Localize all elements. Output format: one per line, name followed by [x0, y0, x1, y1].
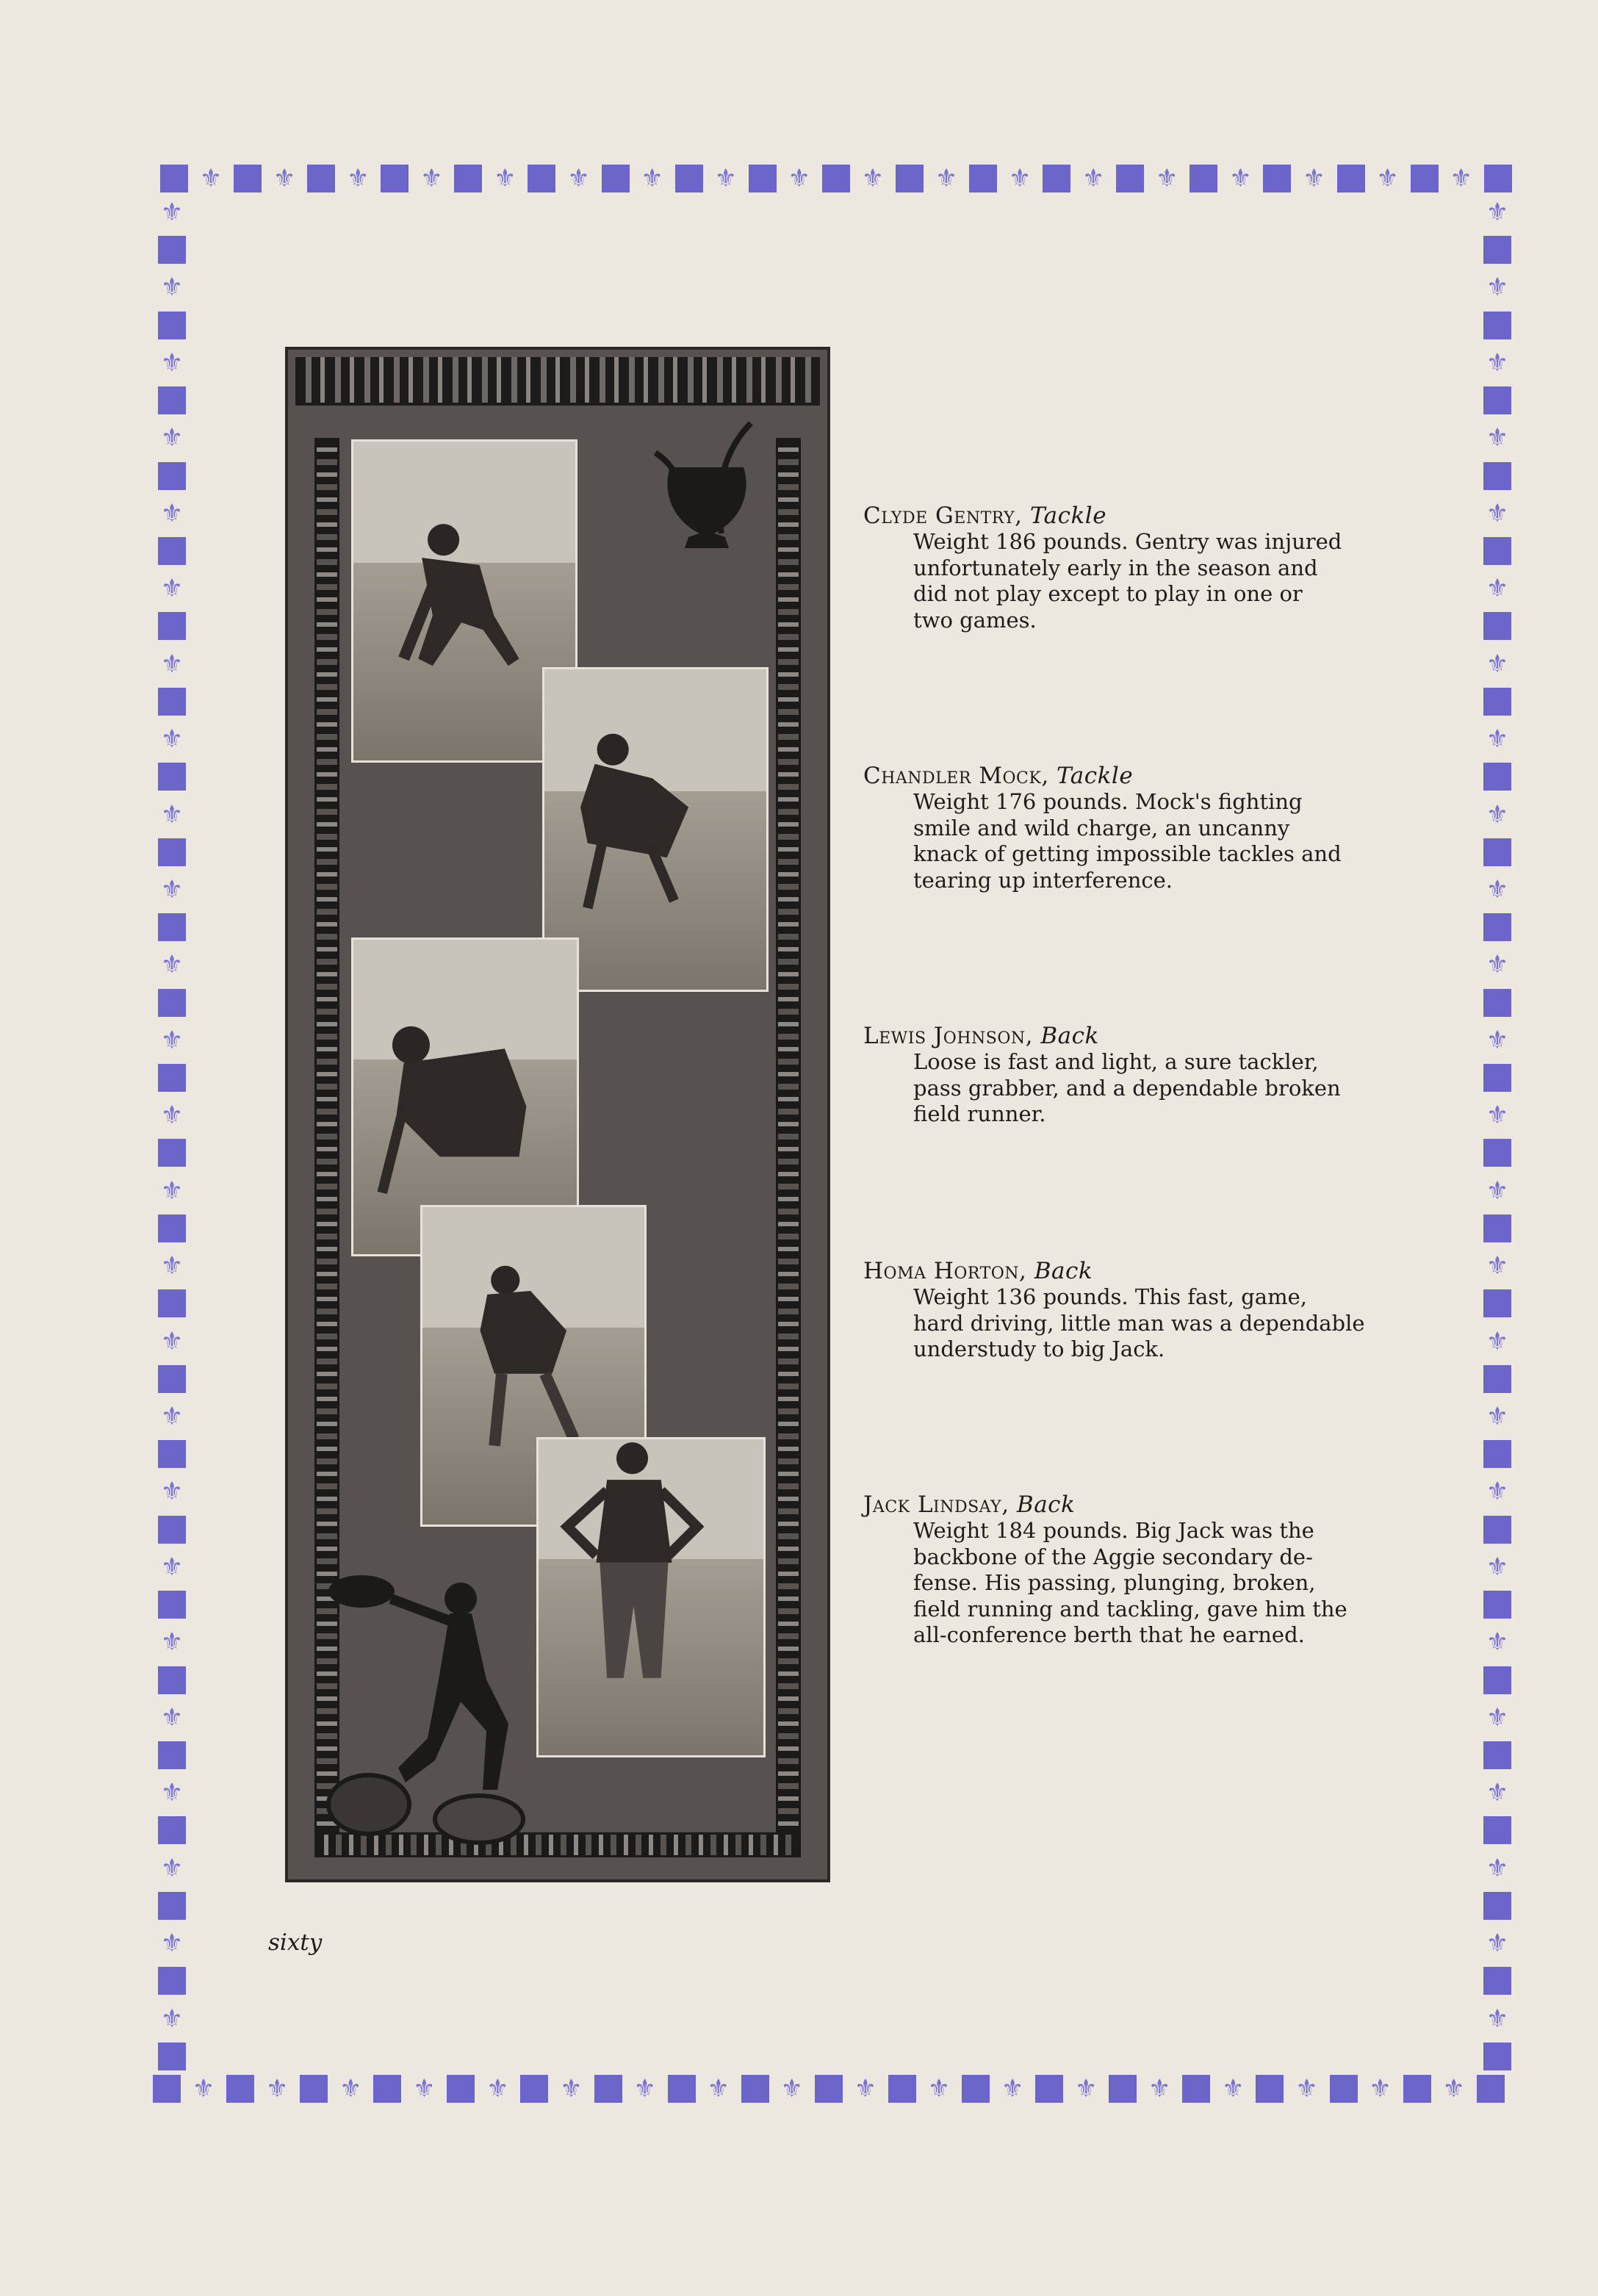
border-square: [1483, 386, 1511, 414]
border-square: [234, 165, 262, 192]
fleur-de-lis-icon: ⚜: [160, 423, 184, 453]
fleur-de-lis-icon: ⚜: [1081, 164, 1105, 193]
border-square: [1483, 1967, 1511, 1995]
border-square: [602, 165, 630, 192]
fleur-de-lis-icon: ⚜: [935, 164, 958, 193]
border-square: [158, 1139, 186, 1167]
border-square: [1330, 2075, 1358, 2103]
border-square: [1043, 165, 1070, 192]
fleur-de-lis-icon: ⚜: [1486, 1101, 1509, 1131]
border-square: [373, 2075, 401, 2103]
border-square: [158, 537, 186, 565]
border-square: [158, 1816, 186, 1844]
border-square: [1182, 2075, 1210, 2103]
border-square: [1483, 462, 1511, 490]
border-square: [1484, 165, 1512, 192]
fleur-de-lis-icon: ⚜: [1486, 1025, 1509, 1055]
border-right: [1481, 198, 1514, 2070]
border-square: [158, 612, 186, 640]
border-square: [1483, 838, 1511, 866]
fleur-de-lis-icon: ⚜: [160, 1853, 184, 1883]
fleur-de-lis-icon: ⚜: [1376, 164, 1399, 193]
player-name: Jack Lindsay,: [863, 1491, 1009, 1518]
discus-thrower-statue-icon: [317, 1569, 553, 1849]
fleur-de-lis-icon: ⚜: [160, 498, 184, 528]
fleur-de-lis-icon: ⚜: [160, 1778, 184, 1808]
description-line: tearing up interference.: [913, 867, 1173, 893]
fleur-de-lis-icon: ⚜: [1486, 1552, 1509, 1582]
fleur-de-lis-icon: ⚜: [567, 164, 590, 193]
fleur-de-lis-icon: ⚜: [160, 273, 184, 303]
border-square: [1256, 2075, 1284, 2103]
border-square: [158, 462, 186, 490]
fleur-de-lis-icon: ⚜: [1486, 198, 1509, 227]
border-square: [158, 1741, 186, 1769]
border-square: [1477, 2075, 1505, 2103]
border-square: [1263, 165, 1291, 192]
fleur-de-lis-icon: ⚜: [1295, 2074, 1318, 2104]
fleur-de-lis-icon: ⚜: [1222, 2074, 1245, 2104]
description-line: two games.: [913, 607, 1037, 633]
description-line: hard driving, little man was a dependable: [913, 1310, 1365, 1336]
fleur-de-lis-icon: ⚜: [1486, 724, 1509, 755]
border-square: [1483, 1440, 1511, 1468]
fleur-de-lis-icon: ⚜: [1450, 164, 1472, 193]
fleur-de-lis-icon: ⚜: [861, 164, 885, 193]
border-square: [1483, 1591, 1511, 1619]
fleur-de-lis-icon: ⚜: [1148, 2074, 1171, 2104]
border-square: [822, 165, 850, 192]
fleur-de-lis-icon: ⚜: [1008, 164, 1032, 193]
fleur-de-lis-icon: ⚜: [707, 2074, 730, 2104]
fleur-de-lis-icon: ⚜: [1229, 164, 1252, 193]
border-square: [158, 1214, 186, 1242]
border-square: [158, 1289, 186, 1317]
fleur-de-lis-icon: ⚜: [160, 574, 184, 604]
fleur-de-lis-icon: ⚜: [1486, 1402, 1509, 1431]
border-square: [1483, 1365, 1511, 1393]
fleur-de-lis-icon: ⚜: [265, 2074, 289, 2104]
player-entry: [863, 1258, 1378, 1363]
border-square: [675, 165, 703, 192]
fleur-de-lis-icon: ⚜: [927, 2074, 951, 2104]
description-line: understudy to big Jack.: [913, 1336, 1165, 1361]
description-line: pass grabber, and a dependable broken: [913, 1075, 1341, 1101]
fleur-de-lis-icon: ⚜: [494, 164, 517, 193]
border-square: [300, 2075, 328, 2103]
fleur-de-lis-icon: ⚜: [486, 2074, 509, 2104]
fleur-de-lis-icon: ⚜: [1486, 1176, 1509, 1206]
border-square: [1483, 612, 1511, 640]
meander-border-right: [776, 438, 801, 1857]
border-square: [158, 1064, 186, 1092]
fleur-de-lis-icon: ⚜: [1486, 2004, 1509, 2034]
border-square: [158, 2043, 186, 2070]
border-square: [1483, 1516, 1511, 1544]
fleur-de-lis-icon: ⚜: [160, 649, 184, 679]
border-square: [158, 386, 186, 414]
description-line: smile and wild charge, an uncanny: [913, 815, 1290, 841]
fleur-de-lis-icon: ⚜: [714, 164, 737, 193]
player-description: [913, 1284, 1378, 1363]
fleur-de-lis-icon: ⚜: [346, 164, 370, 193]
border-square: [1483, 1892, 1511, 1920]
fleur-de-lis-icon: ⚜: [160, 1702, 184, 1732]
border-square: [381, 165, 409, 192]
player-position: Back: [1034, 1258, 1093, 1284]
border-square: [158, 312, 186, 339]
fleur-de-lis-icon: ⚜: [1486, 348, 1509, 378]
player-heading: [863, 1023, 1378, 1049]
fleur-de-lis-icon: ⚜: [1486, 273, 1509, 303]
border-square: [749, 165, 777, 192]
border-square: [1483, 989, 1511, 1017]
border-square: [158, 838, 186, 866]
border-square: [1483, 1289, 1511, 1317]
border-square: [1109, 2075, 1137, 2103]
fleur-de-lis-icon: ⚜: [160, 1477, 184, 1507]
description-line: Weight 184 pounds. Big Jack was the: [913, 1518, 1314, 1543]
fleur-de-lis-icon: ⚜: [1486, 423, 1509, 453]
urn-ornament-icon: [641, 409, 773, 570]
description-line: did not play except to play in one or: [913, 581, 1303, 606]
fleur-de-lis-icon: ⚜: [160, 1326, 184, 1356]
player-heading: [863, 503, 1378, 529]
fleur-de-lis-icon: ⚜: [160, 1176, 184, 1206]
fleur-de-lis-icon: ⚜: [160, 1627, 184, 1658]
fleur-de-lis-icon: ⚜: [1486, 1929, 1509, 1959]
player-position: Back: [1040, 1023, 1099, 1049]
fleur-de-lis-icon: ⚜: [780, 2074, 804, 2104]
player-name: Chandler Mock,: [863, 763, 1049, 789]
border-square: [1483, 1214, 1511, 1242]
fleur-de-lis-icon: ⚜: [1486, 799, 1509, 829]
border-square: [158, 1666, 186, 1694]
fleur-de-lis-icon: ⚜: [1486, 498, 1509, 528]
player-entry: [863, 763, 1378, 893]
fleur-de-lis-icon: ⚜: [160, 348, 184, 378]
border-square: [307, 165, 335, 192]
border-square: [158, 1516, 186, 1544]
border-square: [158, 763, 186, 791]
fleur-de-lis-icon: ⚜: [1442, 2074, 1465, 2104]
border-square: [158, 1892, 186, 1920]
border-square: [962, 2075, 990, 2103]
border-square: [158, 1967, 186, 1995]
border-square: [1116, 165, 1144, 192]
fleur-de-lis-icon: ⚜: [160, 2004, 184, 2034]
border-square: [1337, 165, 1365, 192]
border-square: [1483, 312, 1511, 339]
fleur-de-lis-icon: ⚜: [1486, 574, 1509, 604]
description-line: field runner.: [913, 1101, 1046, 1126]
fleur-de-lis-icon: ⚜: [560, 2074, 583, 2104]
player-position: Tackle: [1029, 503, 1107, 529]
description-line: Weight 176 pounds. Mock's fighting: [913, 789, 1303, 814]
description-line: backbone of the Aggie secondary de-: [913, 1544, 1313, 1569]
border-square: [158, 236, 186, 264]
description-line: fense. His passing, plunging, broken,: [913, 1570, 1316, 1595]
fleur-de-lis-icon: ⚜: [160, 1025, 184, 1055]
player-description: [913, 789, 1378, 893]
player-heading: [863, 1491, 1378, 1518]
fleur-de-lis-icon: ⚜: [160, 724, 184, 755]
fleur-de-lis-icon: ⚜: [160, 799, 184, 829]
description-line: knack of getting impossible tackles and: [913, 841, 1342, 866]
description-line: Weight 136 pounds. This fast, game,: [913, 1284, 1307, 1309]
player-heading: [863, 1258, 1378, 1284]
border-square: [1483, 763, 1511, 791]
border-top: [160, 163, 1512, 194]
photo-jack-lindsay: [536, 1437, 766, 1757]
border-square: [158, 1365, 186, 1393]
fleur-de-lis-icon: ⚜: [339, 2074, 362, 2104]
fleur-de-lis-icon: ⚜: [788, 164, 811, 193]
border-square: [447, 2075, 475, 2103]
fleur-de-lis-icon: ⚜: [160, 1402, 184, 1431]
fleur-de-lis-icon: ⚜: [160, 1929, 184, 1959]
border-square: [1483, 1139, 1511, 1167]
player-name: Homa Horton,: [863, 1258, 1027, 1284]
border-square: [1483, 1064, 1511, 1092]
player-description: [913, 1049, 1378, 1128]
border-square: [1483, 2043, 1511, 2070]
border-square: [226, 2075, 254, 2103]
player-position: Back: [1016, 1491, 1076, 1518]
border-square: [896, 165, 924, 192]
border-square: [815, 2075, 843, 2103]
page-number: sixty: [268, 1929, 323, 1956]
fleur-de-lis-icon: ⚜: [199, 164, 223, 193]
fleur-de-lis-icon: ⚜: [1486, 1251, 1509, 1281]
border-square: [969, 165, 997, 192]
fleur-de-lis-icon: ⚜: [160, 198, 184, 227]
fleur-de-lis-icon: ⚜: [1486, 1627, 1509, 1658]
fleur-de-lis-icon: ⚜: [1486, 1477, 1509, 1507]
border-square: [1403, 2075, 1431, 2103]
fleur-de-lis-icon: ⚜: [854, 2074, 877, 2104]
description-line: unfortunately early in the season and: [913, 555, 1318, 580]
fleur-de-lis-icon: ⚜: [160, 874, 184, 904]
fleur-de-lis-icon: ⚜: [1156, 164, 1178, 193]
fleur-de-lis-icon: ⚜: [1303, 164, 1325, 193]
border-square: [520, 2075, 548, 2103]
fleur-de-lis-icon: ⚜: [160, 1251, 184, 1281]
border-square: [158, 1591, 186, 1619]
player-position: Tackle: [1057, 763, 1134, 789]
border-square: [158, 989, 186, 1017]
border-square: [1483, 1741, 1511, 1769]
fleur-de-lis-icon: ⚜: [160, 950, 184, 980]
fleur-de-lis-icon: ⚜: [420, 164, 443, 193]
description-line: field running and tackling, gave him the: [913, 1596, 1347, 1622]
player-entry: [863, 1491, 1378, 1649]
fleur-de-lis-icon: ⚜: [1486, 1853, 1509, 1883]
player-heading: [863, 763, 1378, 789]
player-name: Lewis Johnson,: [863, 1023, 1033, 1049]
player-description: [913, 1518, 1378, 1649]
fleur-de-lis-icon: ⚜: [1001, 2074, 1024, 2104]
player-description: [913, 529, 1378, 633]
description-line: Loose is fast and light, a sure tackler,: [913, 1049, 1319, 1074]
panel-frieze: [295, 357, 820, 406]
fleur-de-lis-icon: ⚜: [1486, 649, 1509, 679]
player-name: Clyde Gentry,: [863, 503, 1023, 529]
fleur-de-lis-icon: ⚜: [273, 164, 296, 193]
border-square: [158, 688, 186, 716]
border-square: [1483, 913, 1511, 941]
border-left: [156, 198, 188, 2070]
border-square: [668, 2075, 696, 2103]
fleur-de-lis-icon: ⚜: [160, 1552, 184, 1582]
border-square: [1035, 2075, 1063, 2103]
border-square: [528, 165, 555, 192]
border-square: [1483, 1666, 1511, 1694]
border-square: [1483, 537, 1511, 565]
fleur-de-lis-icon: ⚜: [1486, 1778, 1509, 1808]
border-square: [1411, 165, 1439, 192]
fleur-de-lis-icon: ⚜: [1369, 2074, 1392, 2104]
player-entry: [863, 503, 1378, 633]
border-bottom: [153, 2073, 1505, 2104]
fleur-de-lis-icon: ⚜: [1074, 2074, 1098, 2104]
fleur-de-lis-icon: ⚜: [413, 2074, 436, 2104]
border-square: [1483, 688, 1511, 716]
border-square: [158, 1440, 186, 1468]
border-square: [1483, 236, 1511, 264]
fleur-de-lis-icon: ⚜: [641, 164, 663, 193]
fleur-de-lis-icon: ⚜: [1486, 874, 1509, 904]
border-square: [741, 2075, 769, 2103]
fleur-de-lis-icon: ⚜: [1486, 950, 1509, 980]
fleur-de-lis-icon: ⚜: [633, 2074, 656, 2104]
border-square: [158, 913, 186, 941]
fleur-de-lis-icon: ⚜: [1486, 1702, 1509, 1732]
border-square: [594, 2075, 622, 2103]
fleur-de-lis-icon: ⚜: [160, 1101, 184, 1131]
description-line: Weight 186 pounds. Gentry was injured: [913, 529, 1342, 554]
border-square: [1189, 165, 1217, 192]
description-line: all-conference berth that he earned.: [913, 1622, 1305, 1647]
border-square: [160, 165, 188, 192]
fleur-de-lis-icon: ⚜: [192, 2074, 215, 2104]
border-square: [888, 2075, 916, 2103]
player-entry: [863, 1023, 1378, 1128]
fleur-de-lis-icon: ⚜: [1486, 1326, 1509, 1356]
border-square: [153, 2075, 181, 2103]
border-square: [1483, 1816, 1511, 1844]
border-square: [454, 165, 482, 192]
